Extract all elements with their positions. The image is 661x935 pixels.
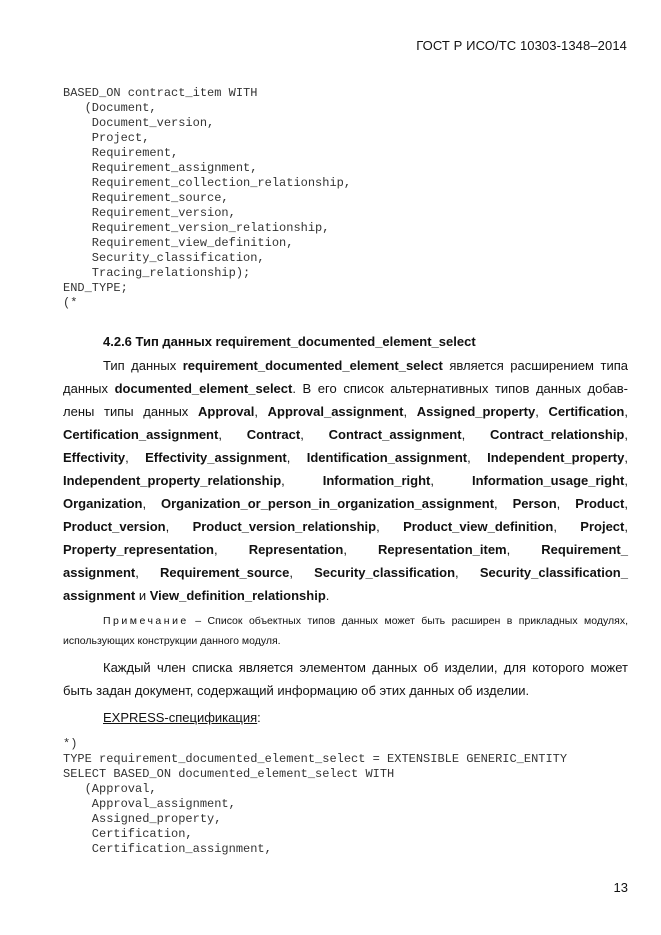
code-line: Requirement_collection_relationship, bbox=[63, 176, 352, 190]
type-name: Effectivity_assignment bbox=[145, 450, 287, 465]
text: Тип данных bbox=[103, 358, 183, 373]
note-line bbox=[63, 611, 628, 631]
code-line: Document_version, bbox=[63, 116, 215, 130]
type-name: Identification_assignment bbox=[306, 450, 468, 465]
code-line: BASED_ON contract_item WITH bbox=[63, 86, 258, 100]
paragraph-line: Independent_property_relationship, Information_right, Information_usage_right, bbox=[63, 473, 628, 488]
paragraph-line: Organization, Organization_or_person_in_organization_assignment, Person, Product, bbox=[63, 496, 628, 511]
type-name: Product_version_relationship bbox=[192, 519, 377, 534]
type-name: Contract_relationship bbox=[490, 427, 625, 442]
paragraph-line: Каждый член списка является элементом данных об изделии, для которого может bbox=[103, 660, 628, 675]
type-name: Property_representation bbox=[63, 542, 214, 557]
type-name: Organization bbox=[63, 496, 143, 511]
code-line: Requirement_view_definition, bbox=[63, 236, 294, 250]
paragraph-line: Certification_assignment, Contract, Contract_assignment, Contract_relationship, bbox=[63, 427, 628, 442]
paragraph-line: Property_representation, Representation, Representation_item, Requirement_ bbox=[63, 542, 628, 557]
text: лены типы данных bbox=[63, 404, 198, 419]
type-name: Information_right bbox=[322, 473, 431, 488]
code-line: Approval_assignment, bbox=[63, 797, 236, 811]
paragraph-line: быть задан документ, содержащий информацию об этих данных об изделии. bbox=[63, 683, 530, 698]
page-number: 13 bbox=[613, 880, 628, 895]
type-name: requirement_documented_element_select bbox=[182, 358, 443, 373]
note-text: – Список объектных типов данных может быть расширен в прикладных модулях, bbox=[188, 615, 628, 627]
type-name: Product_version bbox=[63, 519, 166, 534]
note-label: Примечание bbox=[103, 615, 189, 627]
code-line: Tracing_relationship); bbox=[63, 266, 251, 280]
type-name: Certification_assignment bbox=[63, 427, 219, 442]
text: и bbox=[135, 588, 150, 603]
code-line: Security_classification, bbox=[63, 251, 265, 265]
code-line: END_TYPE; bbox=[63, 281, 128, 295]
type-name: Security_classification_ bbox=[479, 565, 628, 580]
express-spec-link: EXPRESS-спецификация bbox=[103, 710, 258, 725]
type-name: Requirement_ bbox=[541, 542, 628, 557]
type-name: Product bbox=[575, 496, 625, 511]
type-name: Organization_or_person_in_organization_assignment bbox=[161, 496, 495, 511]
paragraph-line: Product_version, Product_version_relationship, Product_view_definition, Project, bbox=[63, 519, 628, 534]
code-line: (Document, bbox=[63, 101, 157, 115]
paragraph-line: assignment, Requirement_source, Security_classification, Security_classification_ bbox=[63, 565, 628, 580]
note-line: использующих конструкции данного модуля. bbox=[63, 635, 281, 647]
code-line: Project, bbox=[63, 131, 150, 145]
description-paragraph bbox=[63, 354, 628, 607]
type-name: assignment bbox=[63, 588, 136, 603]
type-name: Requirement_source bbox=[160, 565, 290, 580]
type-name: Information_usage_right bbox=[471, 473, 625, 488]
type-name: Independent_property_relationship bbox=[63, 473, 282, 488]
code-line: Requirement_assignment, bbox=[63, 161, 258, 175]
code-line: (* bbox=[63, 296, 78, 310]
code-line: TYPE requirement_documented_element_select = EXTENSIBLE GENERIC_ENTITY bbox=[63, 752, 568, 766]
type-name: View_definition_relationship bbox=[149, 588, 326, 603]
code-line: Requirement, bbox=[63, 146, 179, 160]
code-line: Certification_assignment, bbox=[63, 842, 272, 856]
text: : bbox=[257, 710, 261, 725]
express-code-block-top bbox=[63, 86, 351, 311]
type-name: Security_classification bbox=[314, 565, 456, 580]
type-name: Representation_item bbox=[378, 542, 507, 557]
paragraph-line: Effectivity, Effectivity_assignment, Identification_assignment, Independent_property, bbox=[63, 450, 628, 465]
code-line: SELECT BASED_ON documented_element_select WITH bbox=[63, 767, 395, 781]
paragraph-line bbox=[63, 354, 628, 377]
type-name: Person bbox=[512, 496, 557, 511]
type-name: Contract_assignment bbox=[328, 427, 462, 442]
text: . В его список альтернативных типов данных добав- bbox=[292, 381, 628, 396]
type-name: assignment bbox=[63, 565, 136, 580]
type-name: Representation bbox=[248, 542, 344, 557]
text: данных bbox=[63, 381, 115, 396]
code-line: Requirement_version_relationship, bbox=[63, 221, 330, 235]
member-paragraph bbox=[63, 656, 628, 702]
type-name: Certification bbox=[548, 404, 625, 419]
paragraph-line bbox=[63, 377, 628, 400]
code-line: Assigned_property, bbox=[63, 812, 222, 826]
code-line: Requirement_source, bbox=[63, 191, 229, 205]
paragraph-line bbox=[63, 584, 628, 607]
note-paragraph bbox=[63, 611, 628, 651]
type-name: Project bbox=[580, 519, 625, 534]
section-heading: 4.2.6 Тип данных requirement_documented_element_select bbox=[103, 334, 476, 349]
express-code-block-bottom bbox=[63, 737, 567, 857]
express-spec-label bbox=[103, 710, 261, 725]
code-line: Requirement_version, bbox=[63, 206, 236, 220]
type-name: documented_element_select bbox=[114, 381, 293, 396]
paragraph-line: лены типы данных Approval, Approval_assignment, Assigned_property, Certification, bbox=[63, 404, 628, 419]
text: является расширением типа bbox=[442, 358, 628, 373]
code-line: (Approval, bbox=[63, 782, 157, 796]
type-name: Approval bbox=[197, 404, 255, 419]
type-name: Effectivity bbox=[63, 450, 126, 465]
type-name: Independent_property bbox=[487, 450, 625, 465]
type-name: Product_view_definition bbox=[403, 519, 554, 534]
code-line: *) bbox=[63, 737, 78, 751]
code-line: Certification, bbox=[63, 827, 193, 841]
type-name: Approval_assignment bbox=[267, 404, 404, 419]
text: . bbox=[325, 588, 330, 603]
standard-designation: ГОСТ Р ИСО/ТС 10303-1348–2014 bbox=[416, 38, 627, 53]
type-name: Contract bbox=[246, 427, 301, 442]
type-name: Assigned_property bbox=[416, 404, 536, 419]
